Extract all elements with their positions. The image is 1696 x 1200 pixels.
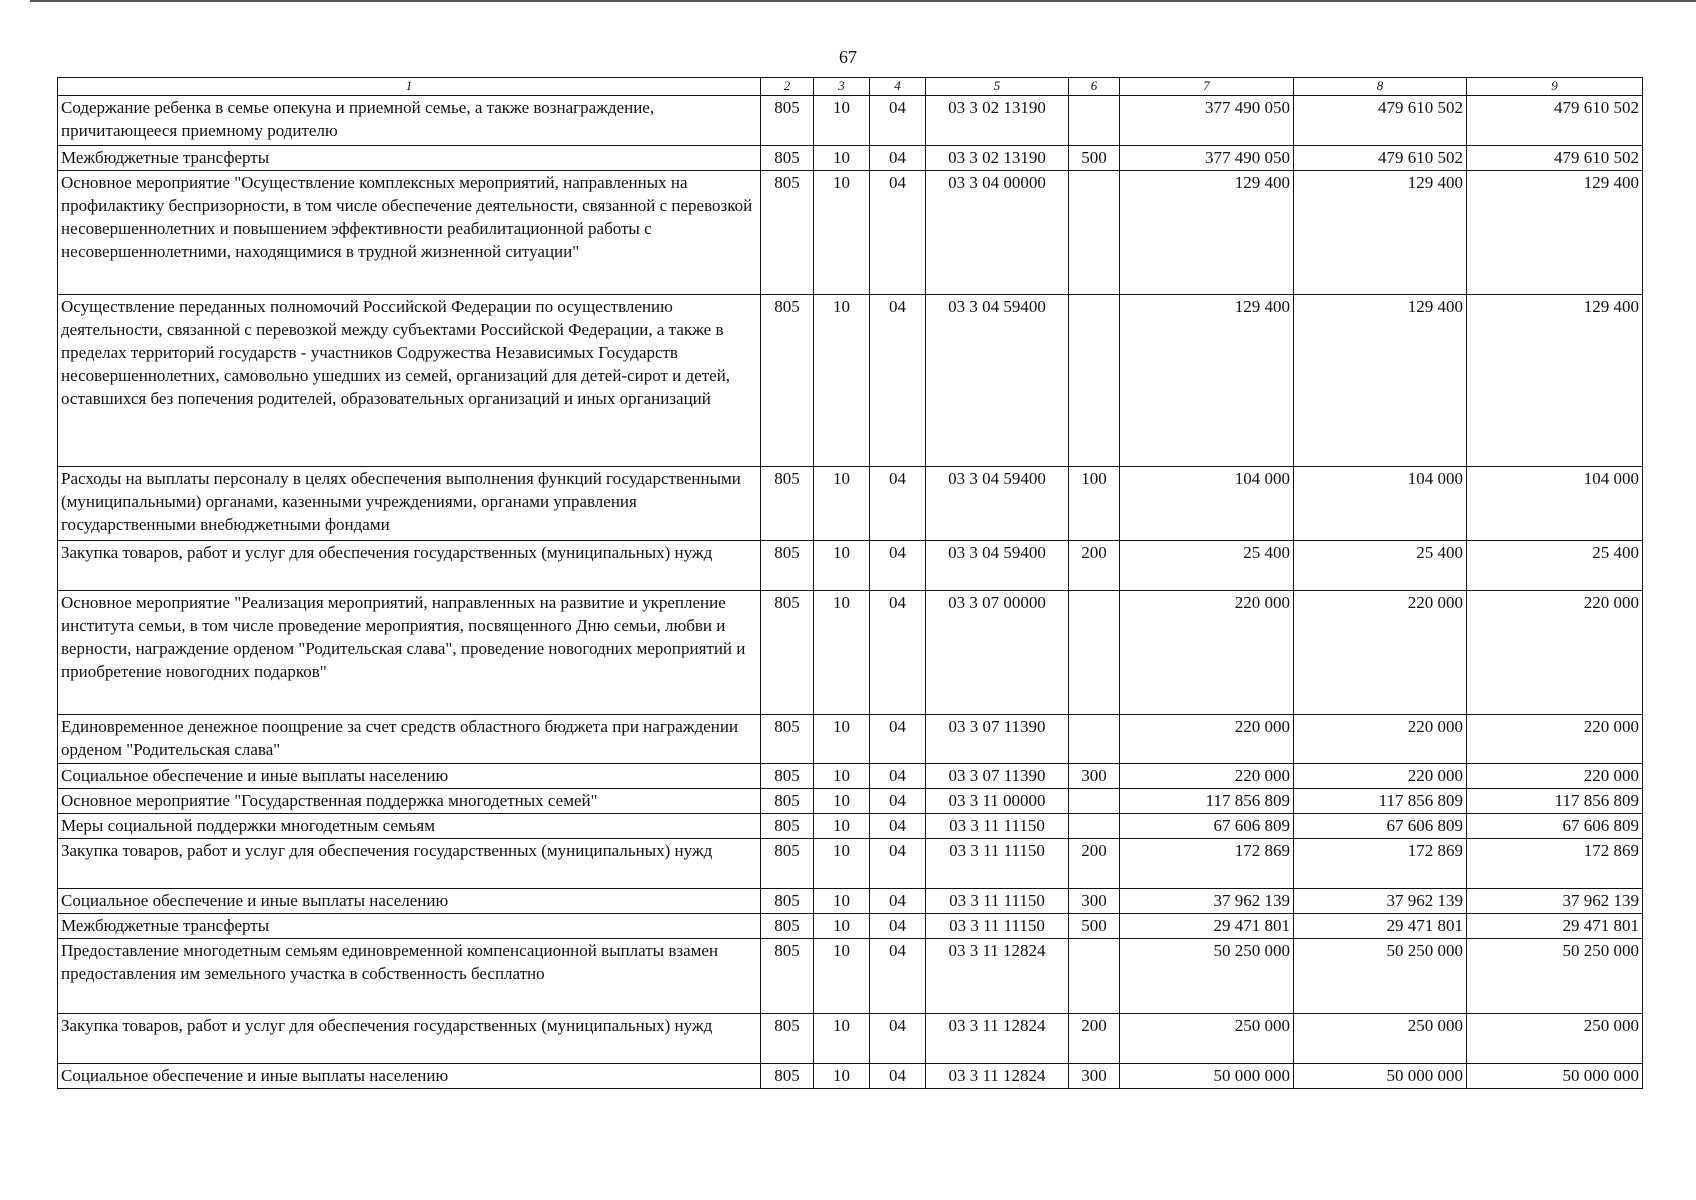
amount-col9: 479 610 502 <box>1467 146 1643 171</box>
column-header: 3 <box>814 78 870 96</box>
table-row <box>58 146 1643 171</box>
amount-col7: 220 000 <box>1120 764 1294 789</box>
subsection-code: 04 <box>870 295 926 467</box>
row-name: Расходы на выплаты персоналу в целях обеспечения выполнения функций государственными (муниципальными) органами, казенными учреждениями, органами управления государственными внебюджетными фондами <box>58 467 761 541</box>
amount-col7: 50 250 000 <box>1120 939 1294 1014</box>
amount-col8: 250 000 <box>1294 1014 1467 1064</box>
row-name: Меры социальной поддержки многодетным семьям <box>58 814 761 839</box>
target-article-code: 03 3 02 13190 <box>926 96 1069 146</box>
amount-col9: 129 400 <box>1467 171 1643 295</box>
amount-col7: 129 400 <box>1120 171 1294 295</box>
table-row <box>58 939 1643 1014</box>
amount-col8: 172 869 <box>1294 839 1467 889</box>
table-row <box>58 467 1643 541</box>
row-name: Межбюджетные трансферты <box>58 146 761 171</box>
amount-col9: 129 400 <box>1467 295 1643 467</box>
target-article-code: 03 3 11 11150 <box>926 914 1069 939</box>
table-row <box>58 789 1643 814</box>
amount-col8: 479 610 502 <box>1294 96 1467 146</box>
expense-type-code <box>1069 814 1120 839</box>
row-name: Осуществление переданных полномочий Российской Федерации по осуществлению деятельности, связанной с перевозкой между субъектами Российской Федерации, а также в пределах территорий государств - участников Содружества Независимых Государств несовершеннолетних, самовольно ушедших из семей, организаций для детей-сирот и детей, оставшихся без попечения родителей, образовательных организаций и иных организаций <box>58 295 761 467</box>
subsection-code: 04 <box>870 541 926 591</box>
row-name: Социальное обеспечение и иные выплаты населению <box>58 1064 761 1089</box>
column-header: 8 <box>1294 78 1467 96</box>
subsection-code: 04 <box>870 914 926 939</box>
subsection-code: 04 <box>870 939 926 1014</box>
amount-col9: 29 471 801 <box>1467 914 1643 939</box>
ministry-code: 805 <box>761 96 814 146</box>
target-article-code: 03 3 11 12824 <box>926 1064 1069 1089</box>
column-header: 1 <box>58 78 761 96</box>
amount-col8: 129 400 <box>1294 171 1467 295</box>
amount-col7: 29 471 801 <box>1120 914 1294 939</box>
amount-col9: 104 000 <box>1467 467 1643 541</box>
row-name: Основное мероприятие "Реализация мероприятий, направленных на развитие и укрепление института семьи, в том числе проведение мероприятия, посвященного Дню семьи, любви и верности, награждение орденом "Родительская слава", проведение новогодних мероприятий и приобретение новогодних подарков" <box>58 591 761 715</box>
expense-type-code <box>1069 715 1120 764</box>
amount-col7: 25 400 <box>1120 541 1294 591</box>
table-row <box>58 295 1643 467</box>
amount-col9: 50 250 000 <box>1467 939 1643 1014</box>
amount-col9: 172 869 <box>1467 839 1643 889</box>
column-header: 6 <box>1069 78 1120 96</box>
column-header: 9 <box>1467 78 1643 96</box>
row-name: Предоставление многодетным семьям единовременной компенсационной выплаты взамен предоставления им земельного участка в собственность бесплатно <box>58 939 761 1014</box>
ministry-code: 805 <box>761 939 814 1014</box>
section-code: 10 <box>814 814 870 839</box>
amount-col7: 250 000 <box>1120 1014 1294 1064</box>
target-article-code: 03 3 11 11150 <box>926 889 1069 914</box>
amount-col8: 29 471 801 <box>1294 914 1467 939</box>
amount-col8: 117 856 809 <box>1294 789 1467 814</box>
target-article-code: 03 3 11 12824 <box>926 939 1069 1014</box>
amount-col9: 220 000 <box>1467 715 1643 764</box>
expense-type-code <box>1069 939 1120 1014</box>
amount-col7: 129 400 <box>1120 295 1294 467</box>
expense-type-code <box>1069 591 1120 715</box>
amount-col9: 220 000 <box>1467 764 1643 789</box>
amount-col9: 250 000 <box>1467 1014 1643 1064</box>
column-header: 4 <box>870 78 926 96</box>
ministry-code: 805 <box>761 839 814 889</box>
section-code: 10 <box>814 96 870 146</box>
amount-col9: 25 400 <box>1467 541 1643 591</box>
section-code: 10 <box>814 1064 870 1089</box>
section-code: 10 <box>814 839 870 889</box>
table-row <box>58 814 1643 839</box>
amount-col8: 25 400 <box>1294 541 1467 591</box>
expense-type-code: 300 <box>1069 1064 1120 1089</box>
table-row <box>58 839 1643 889</box>
table-row <box>58 715 1643 764</box>
expense-type-code: 200 <box>1069 1014 1120 1064</box>
column-header: 2 <box>761 78 814 96</box>
target-article-code: 03 3 11 12824 <box>926 1014 1069 1064</box>
amount-col7: 172 869 <box>1120 839 1294 889</box>
target-article-code: 03 3 04 00000 <box>926 171 1069 295</box>
row-name: Социальное обеспечение и иные выплаты населению <box>58 764 761 789</box>
table-row <box>58 96 1643 146</box>
subsection-code: 04 <box>870 467 926 541</box>
target-article-code: 03 3 04 59400 <box>926 295 1069 467</box>
amount-col7: 220 000 <box>1120 591 1294 715</box>
amount-col8: 129 400 <box>1294 295 1467 467</box>
row-name: Основное мероприятие "Осуществление комплексных мероприятий, направленных на профилактику беспризорности, в том числе обеспечение деятельности, связанной с перевозкой несовершеннолетних и повышением эффективности реабилитационной работы с несовершеннолетними, находящимися в трудной жизненной ситуации" <box>58 171 761 295</box>
amount-col9: 37 962 139 <box>1467 889 1643 914</box>
expense-type-code <box>1069 789 1120 814</box>
subsection-code: 04 <box>870 789 926 814</box>
amount-col8: 50 000 000 <box>1294 1064 1467 1089</box>
expense-type-code: 200 <box>1069 839 1120 889</box>
row-name: Единовременное денежное поощрение за счет средств областного бюджета при награждении орденом "Родительская слава" <box>58 715 761 764</box>
amount-col7: 50 000 000 <box>1120 1064 1294 1089</box>
table-row <box>58 1064 1643 1089</box>
amount-col8: 37 962 139 <box>1294 889 1467 914</box>
page-number: 67 <box>839 47 857 67</box>
ministry-code: 805 <box>761 814 814 839</box>
subsection-code: 04 <box>870 146 926 171</box>
amount-col7: 220 000 <box>1120 715 1294 764</box>
table-row <box>58 541 1643 591</box>
section-code: 10 <box>814 467 870 541</box>
column-header: 7 <box>1120 78 1294 96</box>
column-header: 5 <box>926 78 1069 96</box>
section-code: 10 <box>814 295 870 467</box>
row-name: Основное мероприятие "Государственная поддержка многодетных семей" <box>58 789 761 814</box>
amount-col8: 220 000 <box>1294 764 1467 789</box>
expense-type-code <box>1069 295 1120 467</box>
ministry-code: 805 <box>761 146 814 171</box>
ministry-code: 805 <box>761 171 814 295</box>
ministry-code: 805 <box>761 541 814 591</box>
subsection-code: 04 <box>870 1014 926 1064</box>
ministry-code: 805 <box>761 1064 814 1089</box>
section-code: 10 <box>814 889 870 914</box>
amount-col7: 67 606 809 <box>1120 814 1294 839</box>
column-number-row <box>58 78 1643 96</box>
table-row <box>58 1014 1643 1064</box>
subsection-code: 04 <box>870 96 926 146</box>
table-row <box>58 591 1643 715</box>
expense-type-code <box>1069 171 1120 295</box>
section-code: 10 <box>814 789 870 814</box>
amount-col8: 479 610 502 <box>1294 146 1467 171</box>
section-code: 10 <box>814 171 870 295</box>
expense-type-code: 500 <box>1069 146 1120 171</box>
scan-edge-line <box>30 0 1696 2</box>
ministry-code: 805 <box>761 715 814 764</box>
subsection-code: 04 <box>870 715 926 764</box>
amount-col9: 117 856 809 <box>1467 789 1643 814</box>
amount-col9: 50 000 000 <box>1467 1064 1643 1089</box>
amount-col9: 67 606 809 <box>1467 814 1643 839</box>
subsection-code: 04 <box>870 839 926 889</box>
ministry-code: 805 <box>761 789 814 814</box>
target-article-code: 03 3 07 11390 <box>926 764 1069 789</box>
subsection-code: 04 <box>870 889 926 914</box>
target-article-code: 03 3 07 11390 <box>926 715 1069 764</box>
expense-type-code <box>1069 96 1120 146</box>
subsection-code: 04 <box>870 1064 926 1089</box>
section-code: 10 <box>814 541 870 591</box>
amount-col8: 67 606 809 <box>1294 814 1467 839</box>
target-article-code: 03 3 11 11150 <box>926 814 1069 839</box>
amount-col8: 50 250 000 <box>1294 939 1467 1014</box>
expense-type-code: 200 <box>1069 541 1120 591</box>
section-code: 10 <box>814 1014 870 1064</box>
amount-col7: 37 962 139 <box>1120 889 1294 914</box>
ministry-code: 805 <box>761 764 814 789</box>
subsection-code: 04 <box>870 764 926 789</box>
target-article-code: 03 3 11 00000 <box>926 789 1069 814</box>
target-article-code: 03 3 04 59400 <box>926 541 1069 591</box>
target-article-code: 03 3 02 13190 <box>926 146 1069 171</box>
table-row <box>58 889 1643 914</box>
row-name: Межбюджетные трансферты <box>58 914 761 939</box>
table-row <box>58 171 1643 295</box>
expense-type-code: 300 <box>1069 889 1120 914</box>
amount-col9: 479 610 502 <box>1467 96 1643 146</box>
table-row <box>58 764 1643 789</box>
expense-type-code: 100 <box>1069 467 1120 541</box>
row-name: Закупка товаров, работ и услуг для обеспечения государственных (муниципальных) нужд <box>58 1014 761 1064</box>
ministry-code: 805 <box>761 889 814 914</box>
section-code: 10 <box>814 591 870 715</box>
ministry-code: 805 <box>761 1014 814 1064</box>
ministry-code: 805 <box>761 295 814 467</box>
amount-col8: 104 000 <box>1294 467 1467 541</box>
section-code: 10 <box>814 715 870 764</box>
section-code: 10 <box>814 146 870 171</box>
section-code: 10 <box>814 939 870 1014</box>
amount-col8: 220 000 <box>1294 591 1467 715</box>
target-article-code: 03 3 07 00000 <box>926 591 1069 715</box>
expense-type-code: 300 <box>1069 764 1120 789</box>
section-code: 10 <box>814 764 870 789</box>
row-name: Содержание ребенка в семье опекуна и приемной семье, а также вознаграждение, причитающееся приемному родителю <box>58 96 761 146</box>
subsection-code: 04 <box>870 171 926 295</box>
target-article-code: 03 3 04 59400 <box>926 467 1069 541</box>
ministry-code: 805 <box>761 591 814 715</box>
ministry-code: 805 <box>761 914 814 939</box>
subsection-code: 04 <box>870 591 926 715</box>
amount-col7: 104 000 <box>1120 467 1294 541</box>
row-name: Социальное обеспечение и иные выплаты населению <box>58 889 761 914</box>
row-name: Закупка товаров, работ и услуг для обеспечения государственных (муниципальных) нужд <box>58 839 761 889</box>
expense-type-code: 500 <box>1069 914 1120 939</box>
row-name: Закупка товаров, работ и услуг для обеспечения государственных (муниципальных) нужд <box>58 541 761 591</box>
amount-col8: 220 000 <box>1294 715 1467 764</box>
amount-col7: 117 856 809 <box>1120 789 1294 814</box>
subsection-code: 04 <box>870 814 926 839</box>
section-code: 10 <box>814 914 870 939</box>
table-row <box>58 914 1643 939</box>
ministry-code: 805 <box>761 467 814 541</box>
budget-table <box>57 77 1643 1089</box>
amount-col9: 220 000 <box>1467 591 1643 715</box>
amount-col7: 377 490 050 <box>1120 96 1294 146</box>
amount-col7: 377 490 050 <box>1120 146 1294 171</box>
target-article-code: 03 3 11 11150 <box>926 839 1069 889</box>
